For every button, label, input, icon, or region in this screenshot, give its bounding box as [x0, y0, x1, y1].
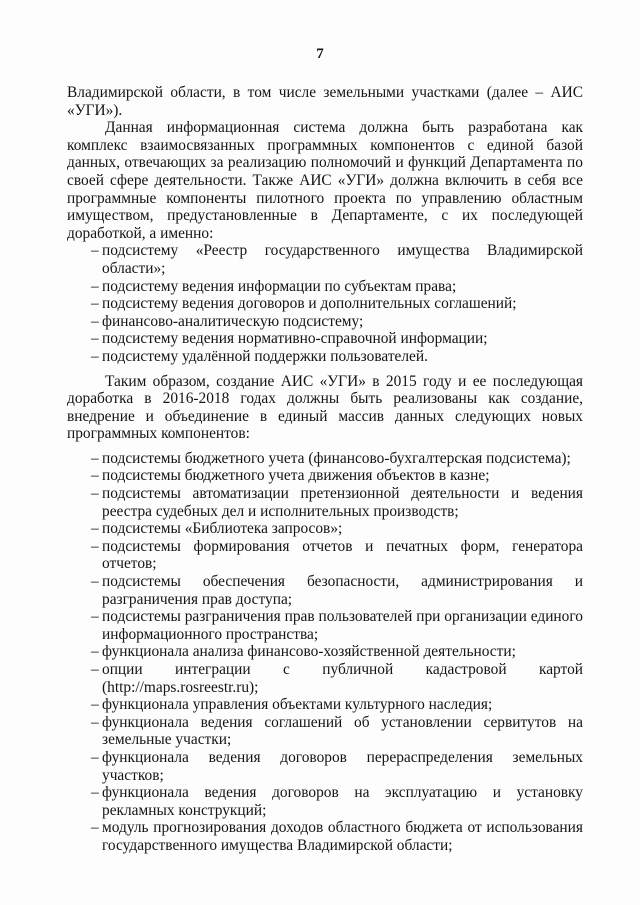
paragraph-system-description: Данная информационная система должна быть разработана как комплекс взаимосвязанных программных компонентов с единой базой данных, отвечающих за реализацию полномочий и функций Департамента по своей сфере деятельности. Также АИС «УГИ» должна включить в себя все программные компоненты пилотного проекта по управлению областным имуществом, предустановленные в Департаменте, с их последующей доработкой, а именно:	[67, 119, 583, 242]
paragraph-new-components: Таким образом, создание АИС «УГИ» в 2015 году и ее последующая доработка в 2016-2018 годах должны быть реализованы как создание, внедрение и объединение в единый массив данных следующих новых программных компонентов:	[67, 372, 583, 443]
paragraph-continuation: Владимирской области, в том числе земельными участками (далее – АИС «УГИ»).	[67, 84, 583, 119]
page-number: 7	[316, 46, 324, 62]
list-item: – подсистемы автоматизации претензионной деятельности и ведения реестра судебных дел и исполнительных производств;	[67, 485, 583, 520]
list-item: – подсистемы формирования отчетов и печатных форм, генератора отчетов;	[67, 538, 583, 573]
list-item: – функционала ведения договоров на эксплуатацию и установку рекламных конструкций;	[67, 784, 583, 819]
new-components-list	[67, 450, 583, 855]
list-item: – подсистему ведения нормативно-справочной информации;	[67, 330, 583, 348]
document-body	[67, 84, 583, 855]
list-item: – подсистемы «Библиотека запросов»;	[67, 520, 583, 538]
list-item: – функционала ведения договоров перераспределения земельных участков;	[67, 749, 583, 784]
list-item: – подсистемы обеспечения безопасности, администрирования и разграничения прав доступа;	[67, 573, 583, 608]
list-item: – подсистемы разграничения прав пользователей при организации единого информационного пространства;	[67, 608, 583, 643]
list-item: – функционала управления объектами культурного наследия;	[67, 696, 583, 714]
list-item: – подсистемы бюджетного учета (финансово-бухгалтерская подсистема);	[67, 450, 583, 468]
list-item: – подсистему «Реестр государственного имущества Владимирской области»;	[67, 242, 583, 277]
pilot-components-list	[67, 242, 583, 365]
list-item: – подсистему ведения договоров и дополнительных соглашений;	[67, 295, 583, 313]
list-item: – подсистему ведения информации по субъектам права;	[67, 278, 583, 296]
list-item: – подсистему удалённой поддержки пользователей.	[67, 348, 583, 366]
list-item: – функционала анализа финансово-хозяйственной деятельности;	[67, 643, 583, 661]
list-item: – функционала ведения соглашений об установлении сервитутов на земельные участки;	[67, 714, 583, 749]
list-item: – модуль прогнозирования доходов областного бюджета от использования государственного имущества Владимирской области;	[67, 819, 583, 854]
list-item: – финансово-аналитическую подсистему;	[67, 313, 583, 331]
list-item: – подсистемы бюджетного учета движения объектов в казне;	[67, 467, 583, 485]
list-item-cadastral-map-link[interactable]: – опции интеграции с публичной кадастровой картой (http://maps.rosreestr.ru);	[67, 661, 583, 696]
